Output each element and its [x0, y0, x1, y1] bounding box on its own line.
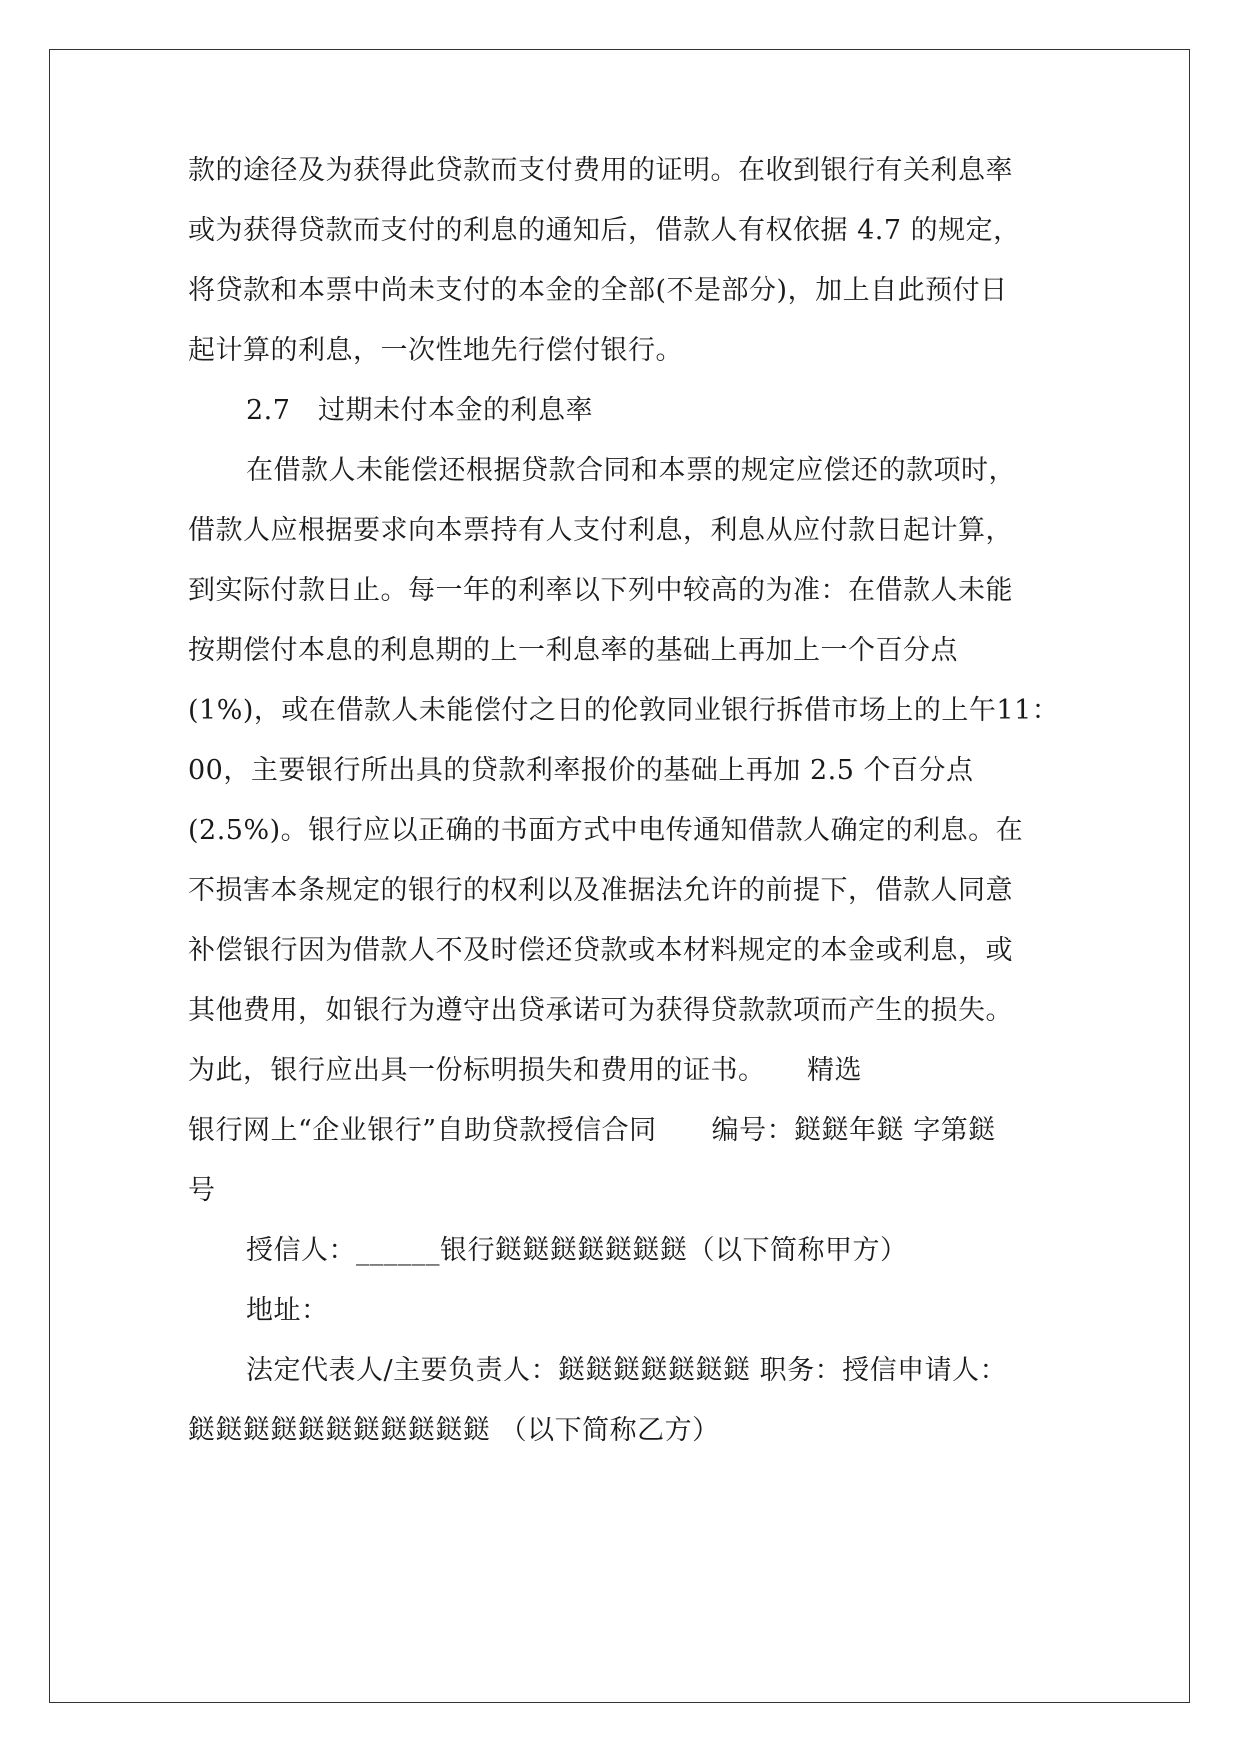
legal-representative-line: 法定代表人/主要负责人：鎹鎹鎹鎹鎹鎹鎹 职务：授信申请人： — [246, 1355, 1008, 1386]
text-line-4: 起计算的利息，一次性地先行偿付银行。 — [188, 335, 683, 366]
text-line-3: 将贷款和本票中尚未支付的本金的全部(不是部分)，加上自此预付日 — [188, 275, 1008, 306]
grantor-line: 授信人：______银行鎹鎹鎹鎹鎹鎹鎹（以下简称甲方） — [246, 1235, 908, 1266]
text-line-11: 00，主要银行所出具的贷款利率报价的基础上再加 2.5 个百分点 — [188, 755, 974, 786]
address-line: 地址： — [246, 1295, 329, 1326]
text-line-13: 不损害本条规定的银行的权利以及准据法允许的前提下，借款人同意 — [188, 875, 1013, 906]
text-line-14: 补偿银行因为借款人不及时偿还贷款或本材料规定的本金或利息，或 — [188, 935, 1013, 966]
text-line-12: (2.5%)。银行应以正确的书面方式中电传通知借款人确定的利息。在 — [188, 815, 1024, 846]
section-heading: 2.7 过期未付本金的利息率 — [246, 395, 593, 426]
text-line-2: 或为获得贷款而支付的利息的通知后，借款人有权依据 4.7 的规定， — [188, 215, 1021, 246]
text-line-10: (1%)，或在借款人未能偿付之日的伦敦同业银行拆借市场上的上午11： — [188, 695, 1060, 726]
contract-title-line: 银行网上“企业银行”自助贷款授信合同 编号：鎹鎹年鎹 字第鎹 — [188, 1115, 996, 1146]
text-line-9: 按期偿付本息的利息期的上一利息率的基础上再加上一个百分点 — [188, 635, 958, 666]
text-line-1: 款的途径及为获得此贷款而支付费用的证明。在收到银行有关利息率 — [188, 155, 1013, 186]
text-line-6: 在借款人未能偿还根据贷款合同和本票的规定应偿还的款项时， — [246, 455, 1016, 486]
text-line-18: 号 — [188, 1175, 216, 1206]
text-line-7: 借款人应根据要求向本票持有人支付利息，利息从应付款日起计算， — [188, 515, 1013, 546]
text-line-8: 到实际付款日止。每一年的利率以下列中较高的为准：在借款人未能 — [188, 575, 1013, 606]
applicant-line: 鎹鎹鎹鎹鎹鎹鎹鎹鎹鎹鎹 （以下简称乙方） — [188, 1415, 720, 1446]
text-line-15: 其他费用，如银行为遵守出贷承诺可为获得贷款款项而产生的损失。 — [188, 995, 1013, 1026]
text-line-16: 为此，银行应出具一份标明损失和费用的证书。 精选 — [188, 1055, 862, 1086]
